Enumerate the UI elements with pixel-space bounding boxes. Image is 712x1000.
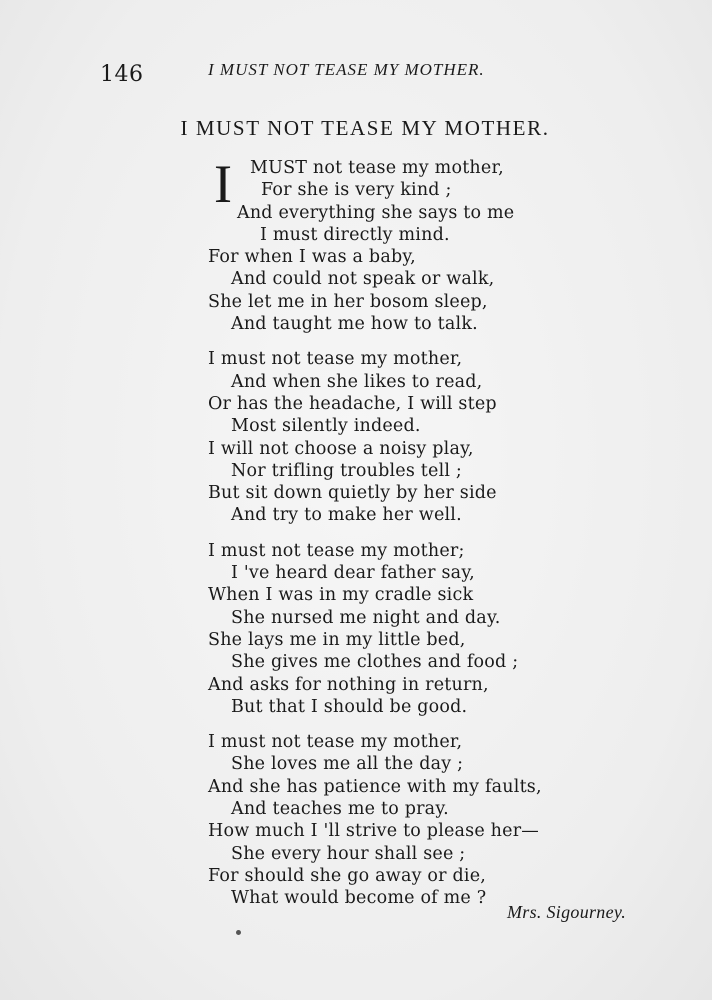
stanza-4 xyxy=(208,731,648,909)
poem-line: What would become of me ? xyxy=(231,888,487,909)
poem-line: I must not tease my mother, xyxy=(208,349,463,370)
running-head xyxy=(100,60,580,87)
poem-line: Or has the headache, I will step xyxy=(208,393,497,414)
running-title: I MUST NOT TEASE MY MOTHER. xyxy=(208,60,485,79)
poem-line: I must not tease my mother, xyxy=(208,732,463,753)
poem-line: Most silently indeed. xyxy=(231,416,421,437)
poem-line: I must not tease my mother; xyxy=(208,540,465,561)
poem-body xyxy=(208,154,648,923)
poem-line: And teaches me to pray. xyxy=(231,799,449,820)
poem-title: I MUST NOT TEASE MY MOTHER. xyxy=(180,116,550,140)
poem-line: And she has patience with my faults, xyxy=(208,776,542,797)
drop-cap: I xyxy=(214,154,233,214)
poem-line: And everything she says to me xyxy=(237,202,515,223)
poem-line: She loves me all the day ; xyxy=(231,754,464,775)
poem-line: And taught me how to talk. xyxy=(231,314,478,335)
poem-line: But sit down quietly by her side xyxy=(208,483,497,504)
stanza-3 xyxy=(208,540,648,718)
poem-line: I 've heard dear father say, xyxy=(231,563,475,584)
poem-line: Nor trifling troubles tell ; xyxy=(231,460,463,481)
poem-line: When I was in my cradle sick xyxy=(208,585,474,606)
poem-line: And try to make her well. xyxy=(231,505,462,526)
poem-line: She nursed me night and day. xyxy=(231,607,501,628)
poem-line: But that I should be good. xyxy=(231,696,468,717)
stanza-2 xyxy=(208,348,648,526)
poem-line: For when I was a baby, xyxy=(208,247,416,268)
poem-line: She every hour shall see ; xyxy=(231,843,466,864)
poem-line: She gives me clothes and food ; xyxy=(231,652,519,673)
stanza-1 xyxy=(208,154,648,335)
ink-speck xyxy=(236,930,241,935)
poem-line: For should she go away or die, xyxy=(208,865,487,886)
poem-line: How much I 'll strive to please her— xyxy=(208,821,539,842)
author-signature: Mrs. Sigourney. xyxy=(507,902,626,922)
poem-line: I must directly mind. xyxy=(260,224,450,245)
poem-line: I will not choose a noisy play, xyxy=(208,438,474,459)
poem-line: And asks for nothing in return, xyxy=(208,674,489,695)
poem-line: And could not speak or walk, xyxy=(231,269,495,290)
poem-line: For she is very kind ; xyxy=(261,180,452,201)
poem-line: MUST not tease my mother, xyxy=(250,158,504,178)
poem-line: And when she likes to read, xyxy=(231,371,483,392)
poem-line: She lays me in my little bed, xyxy=(208,629,466,650)
poem-line: She let me in her bosom sleep, xyxy=(208,291,488,312)
page-number: 146 xyxy=(100,62,144,87)
